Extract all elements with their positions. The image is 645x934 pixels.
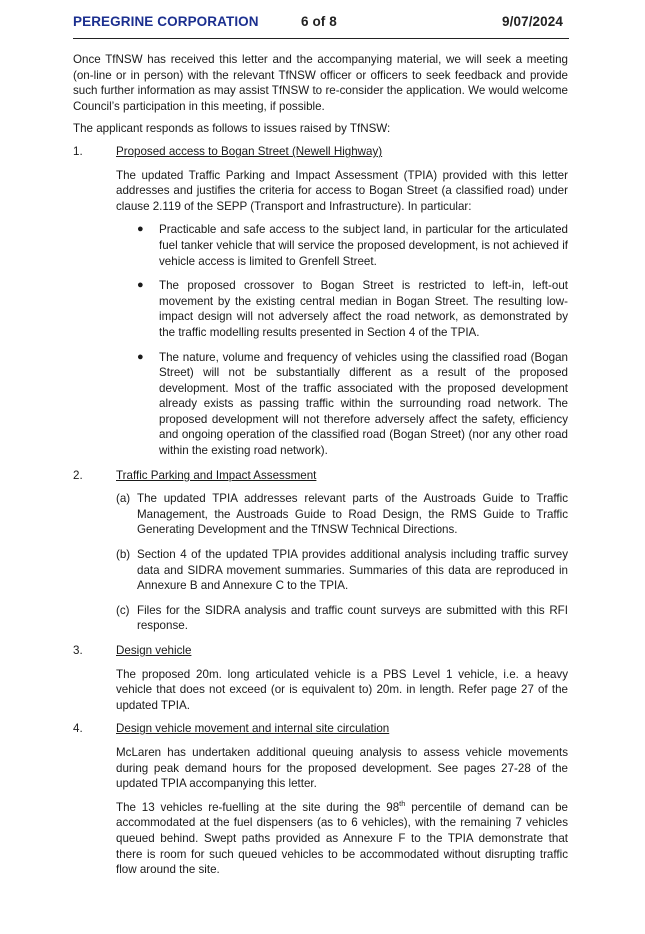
intro-paragraph: Once TfNSW has received this letter and the accompanying material, we will seek a meeting (on-line or in person) with the relevant TfNSW officer or officers to seek feedback and provide such further information as may assist TfNSW to re-consider the application. We would welcome Council’s participation in this meeting, if possible. [73,53,568,113]
bullet-icon: ● [137,223,144,236]
letter-body [73,52,568,886]
list-item: (c) Files for the SIDRA analysis and traffic count surveys are submitted with this RFI response. [116,603,568,633]
section-title: Proposed access to Bogan Street (Newell Highway) [116,144,383,158]
section-3 [73,643,568,713]
page-number: 6 of 8 [301,14,337,29]
list-item: ● Practicable and safe access to the subject land, in particular for the articulated fuel tanker vehicle that will service the proposed development, is not achieved if vehicle access is limited to Grenfell Street. [137,223,568,268]
bullet-icon: ● [137,279,144,292]
list-item: (a) The updated TPIA addresses relevant parts of the Austroads Guide to Traffic Management, the Austroads Guide to Road Design, the RMS Guide to Traffic Generating Development and the TfNSW Technical Directions. [116,492,568,537]
section-1 [73,144,568,459]
list-item: ● The nature, volume and frequency of vehicles using the classified road (Bogan Street) will not be substantially different as a result of the proposed development. Most of the traffic associated with the proposed development already exists as passing traffic within the surrounding road network. The proposed development will not therefore adversely affect the safety, efficiency and ongoing operation of the classified road (Bogan Street) (nor any other road within the existing road network). [137,350,568,458]
bullet-list [116,222,568,458]
bullet-icon: ● [137,350,144,363]
section-2 [73,468,568,634]
list-item: (b) Section 4 of the updated TPIA provides additional analysis including traffic survey data and SIDRA movement summaries. Summaries of this data are reproduced in Annexure B and Annexure C to the TPIA. [116,548,568,593]
section-title: Traffic Parking and Impact Assessment [116,468,317,482]
section-paragraph: McLaren has undertaken additional queuing analysis to assess vehicle movements during peak demand hours for the proposed development. See pages 27-28 of the updated TPIA accompanying this letter. [116,745,568,791]
section-paragraph: The 13 vehicles re-fuelling at the site during the 98th percentile of demand can be accommodated at the fuel dispensers (as to 6 vehicles), with the remaining 7 vehicles queued behind. Swept paths provided as Annexure F to the TPIA demonstrate that there is room for such queued vehicles to be accommodated without disrupting traffic flow around the site. [116,798,568,877]
section-title: Design vehicle movement and internal site circulation [116,722,390,736]
section-number: 4. [73,722,83,736]
company-name: PEREGRINE CORPORATION [73,14,259,29]
list-item: ● The proposed crossover to Bogan Street is restricted to left-in, left-out movement by the existing central median in Bogan Street. The resulting low-impact design will not adversely affect the road network, as demonstrated by the traffic modelling results presented in Section 4 of the TPIA. [137,279,568,339]
section-paragraph: The updated Traffic Parking and Impact Assessment (TPIA) provided with this letter addresses and justifies the criteria for access to Bogan Street (a classified road) under clause 2.119 of the SEPP (Transport and Infrastructure). In particular: [116,168,568,213]
section-paragraph: The proposed 20m. long articulated vehicle is a PBS Level 1 vehicle, i.e. a heavy vehicle that does not exceed (or is equivalent to) 20m. in length. Refer page 27 of the updated TPIA. [116,667,568,712]
letter-date: 9/07/2024 [502,14,563,29]
lettered-list [116,491,568,634]
intro-paragraph: The applicant responds as follows to issues raised by TfNSW: [73,122,391,136]
section-title: Design vehicle [116,644,192,657]
section-number: 3. [73,644,83,657]
section-4 [73,721,568,877]
page-header [73,12,569,39]
section-number: 1. [73,144,83,158]
section-number: 2. [73,468,83,482]
